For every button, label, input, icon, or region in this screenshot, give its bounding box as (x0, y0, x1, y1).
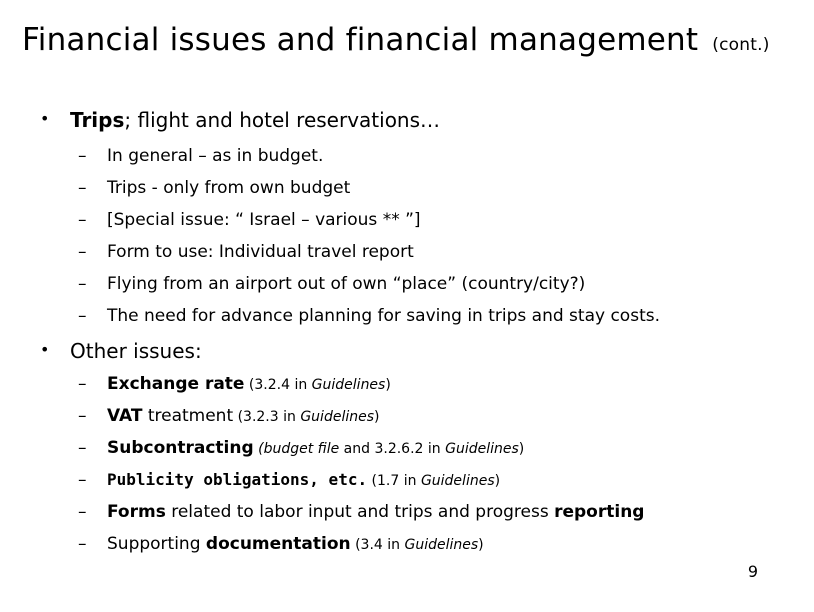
sub-item-bold: VAT (107, 406, 143, 426)
sub-item-trips-2 (78, 178, 350, 198)
sub-item-text: The need for advance planning for saving in trips and stay costs. (107, 306, 660, 326)
sub-item-text: related to labor input and trips and progress (165, 502, 555, 522)
sub-item-trips-1 (78, 146, 323, 166)
sub-item-publicity (78, 470, 500, 490)
sub-item-text: Trips - only from own budget (107, 178, 351, 198)
sub-item-exchange-rate (78, 374, 391, 394)
ref-guidelines: Guidelines (420, 473, 495, 489)
sub-item-forms (78, 502, 644, 522)
sub-item-text: Form to use: Individual travel report (107, 242, 414, 262)
slide-title (22, 22, 770, 58)
ref-budget-file: (budget file (253, 441, 340, 457)
sub-item-text: Supporting (107, 534, 206, 554)
bullet-dot: • (40, 109, 50, 128)
ref-guidelines: Guidelines (445, 441, 519, 457)
dash: – (78, 274, 87, 294)
ref-close: ) (518, 441, 525, 457)
bullet-trips-rest: ; flight and hotel reservations… (124, 108, 441, 132)
dash: – (78, 438, 87, 458)
dash: – (78, 470, 87, 490)
sub-item-text: [Special issue: “ Israel – various ** ”] (107, 210, 421, 230)
ref-open: and 3.2.6.2 in (339, 441, 446, 457)
sub-item-subcontracting (78, 438, 524, 458)
dash: – (78, 374, 87, 394)
sub-item-bold-2: reporting (554, 502, 645, 522)
dash: – (78, 306, 87, 326)
sub-item-trips-6 (78, 306, 660, 326)
dash: – (78, 210, 87, 230)
sub-item-trips-4 (78, 242, 414, 262)
sub-item-text: treatment (142, 406, 234, 426)
page-number: 9 (747, 562, 758, 581)
ref-open: (3.2.4 in (244, 377, 312, 393)
dash: – (78, 146, 87, 166)
dash: – (78, 534, 87, 554)
sub-item-bold-mono: Publicity obligations, etc. (107, 470, 368, 489)
dash: – (78, 178, 87, 198)
ref-open: (1.7 in (367, 473, 421, 489)
ref-open: (3.4 in (350, 537, 405, 553)
sub-item-bold: Subcontracting (107, 438, 254, 458)
ref-guidelines: Guidelines (311, 377, 386, 393)
ref-close: ) (478, 537, 484, 553)
bullet-trips-bold: Trips (70, 108, 125, 132)
ref-close: ) (374, 409, 380, 425)
title-cont: (cont.) (712, 35, 770, 55)
bullet-other-head: Other issues: (70, 339, 202, 363)
ref-guidelines: Guidelines (300, 409, 374, 425)
sub-item-trips-5 (78, 274, 585, 294)
bullet-trips (40, 108, 440, 132)
dash: – (78, 502, 87, 522)
sub-item-documentation (78, 534, 484, 554)
dash: – (78, 406, 87, 426)
bullet-dot: • (40, 340, 50, 359)
sub-item-bold: Exchange rate (107, 374, 245, 394)
dash: – (78, 242, 87, 262)
sub-item-text: In general – as in budget. (107, 146, 324, 166)
sub-item-bold: documentation (205, 534, 351, 554)
title-main: Financial issues and financial management (22, 22, 699, 58)
sub-item-text: Flying from an airport out of own “place” (country/city?) (107, 274, 586, 294)
ref-open: (3.2.3 in (233, 409, 301, 425)
ref-close: ) (494, 473, 501, 489)
bullet-other-issues (40, 339, 202, 363)
sub-item-trips-3 (78, 210, 421, 230)
sub-item-bold: Forms (107, 502, 166, 522)
sub-item-vat (78, 406, 379, 426)
ref-close: ) (385, 377, 391, 393)
ref-guidelines: Guidelines (404, 537, 479, 553)
